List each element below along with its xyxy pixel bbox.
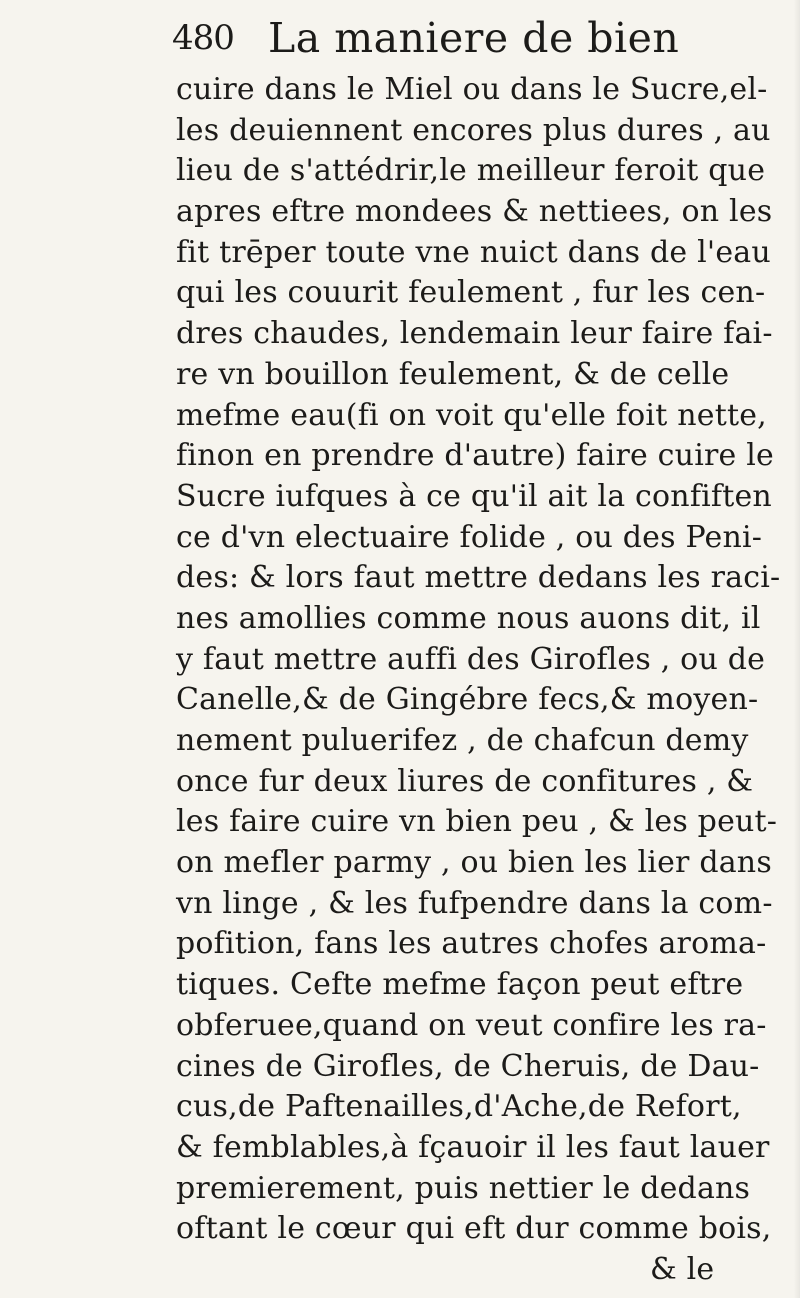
text-line: mefme eau(fi on voit qu'elle foit nette, <box>176 397 767 433</box>
text-line: cuire dans le Miel ou dans le Sucre,el- <box>176 72 768 107</box>
text-line: obferuee,quand on veut confire les ra- <box>176 1007 767 1043</box>
text-line: nes amollies comme nous auons dit, il <box>176 600 761 636</box>
text-line: dres chaudes, lendemain leur faire fai- <box>176 316 773 352</box>
text-line: pofition, fans les autres chofes aroma- <box>176 926 767 962</box>
text-line: once fur deux liures de confitures , & <box>176 763 754 799</box>
running-title: La maniere de bien <box>268 14 680 62</box>
page-number: 480 <box>172 18 234 58</box>
paper-edge <box>794 0 800 1298</box>
text-line: Sucre iufques à ce qu'il ait la confiften <box>176 478 772 514</box>
text-line: premierement, puis nettier le dedans <box>176 1170 751 1206</box>
text-line: finon en prendre d'autre) faire cuire le <box>176 438 774 474</box>
text-line: nement puluerifez , de chafcun demy <box>176 723 749 758</box>
text-line: apres eftre mondees & nettiees, on les <box>176 194 773 230</box>
text-line: re vn bouillon feulement, & de celle <box>176 356 730 392</box>
page-header <box>160 14 760 74</box>
text-line: y faut mettre auffi des Girofles , ou de <box>176 641 766 677</box>
text-line: on mefler parmy , ou bien les lier dans <box>176 845 772 881</box>
catchword: & le <box>650 1251 715 1287</box>
text-line: vn linge , & les fufpendre dans la com- <box>176 885 773 921</box>
text-line: oftant le cœur qui eft dur comme bois, <box>176 1211 772 1247</box>
text-line: cus,de Paftenailles,d'Ache,de Refort, <box>176 1089 742 1125</box>
text-line: les deuiennent encores plus dures , au <box>176 112 771 148</box>
text-line: cines de Girofles, de Cheruis, de Dau- <box>176 1048 760 1084</box>
text-line: Canelle,& de Gingébre fecs,& moyen- <box>176 682 759 718</box>
text-line: qui les couurit feulement , fur les cen- <box>176 275 766 311</box>
text-line: les faire cuire vn bien peu , & les peut- <box>176 804 778 840</box>
text-line: ce d'vn electuaire folide , ou des Peni- <box>176 519 763 555</box>
text-line: tiques. Cefte mefme façon peut eftre <box>176 967 744 1003</box>
body-text <box>176 70 781 1291</box>
text-line: & femblables,à fçauoir il les faut lauer <box>176 1129 770 1165</box>
text-line: lieu de s'attédrir,le meilleur feroit que <box>176 153 766 189</box>
text-line: fit trēper toute vne nuict dans de l'eau <box>176 234 771 270</box>
text-line: des: & lors faut mettre dedans les raci- <box>176 560 781 596</box>
